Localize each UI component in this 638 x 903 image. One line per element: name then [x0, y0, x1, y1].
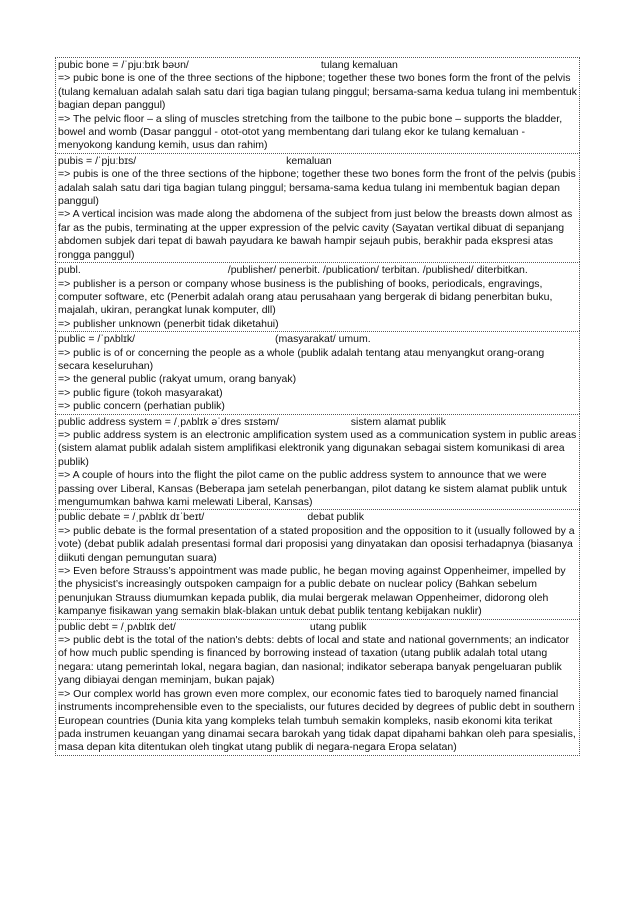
entry-translation: debat publik — [307, 511, 364, 524]
entry-headline — [58, 59, 577, 72]
entry-term: public debate = /ˌpʌblɪk dɪˈbeɪt/ — [58, 511, 205, 524]
entry-line: => pubic bone is one of the three sections of the hipbone; together these two bones form the front of the pelvis (tulang kemaluan adalah salah satu dari tiga bagian tulang pinggul; bersama-sama kedua tulang ini membentuk bagian depan panggul) — [58, 72, 577, 112]
entry-line: => public figure (tokoh masyarakat) — [58, 386, 223, 399]
entry-line: => Even before Strauss’s appointment was made public, he began moving against Oppenheimer, impelled by the physicist’s increasingly outspoken campaign for a public debate on nuclear policy (Bahkan sebelum penunjukan Strauss diumumkan kepada publik, dia mulai bergerak melawan Oppenheimer, didorong oleh kampanye fisikawan yang semakin blak-blakan untuk debat publik tentang kebijakan nuklir) — [58, 565, 566, 618]
entry-headline — [58, 621, 577, 634]
entry-line: => public concern (perhatian publik) — [58, 400, 225, 413]
entry-line: => public is of or concerning the people as a whole (publik adalah tentang atau menyangkut orang-orang secara keseluruhan) — [58, 346, 545, 372]
entry-headline — [58, 155, 577, 168]
dictionary-entry — [55, 262, 580, 331]
entry-term: pubic bone = /ˈpjuːbɪk bəʊn/ — [58, 59, 189, 71]
entry-line: => public debt is the total of the nation's debts: debts of local and state and national governments; an indicator of how much public spending is financed by borrowing instead of taxation (utang publik adalah total utang negara: utang pemerintah lokal, negara bagian, dan nasional; indikator seberapa banyak pengeluaran publik yang dibiayai dengan meminjam, bukan pajak) — [58, 634, 570, 687]
entry-line: => publisher is a person or company whose business is the publishing of books, periodicals, engravings, computer software, etc (Penerbit adalah orang atau perusahaan yang bergerak di bidang penerbitan buku, majalah, ukiran, perangkat lunak komputer, dll) — [58, 277, 553, 317]
entry-term: public = /ˈpʌblɪk/ — [58, 333, 135, 346]
entry-translation: kemaluan — [286, 154, 332, 167]
dictionary-entry — [55, 331, 580, 413]
dictionary-entry — [55, 509, 580, 618]
dictionary-entry — [55, 57, 580, 153]
entry-translation: (masyarakat/ umum. — [274, 333, 371, 346]
entry-term: pubis = /ˈpjuːbɪs/ — [58, 154, 137, 167]
entry-translation: /publisher/ penerbit. /publication/ terbitan. /published/ diterbitkan. — [227, 264, 528, 277]
dictionary-page — [55, 57, 580, 756]
entry-translation: tulang kemaluan — [320, 59, 398, 71]
entry-translation: sistem alamat publik — [350, 415, 446, 428]
dictionary-entry — [55, 619, 580, 756]
entry-line: => publisher unknown (penerbit tidak diketahui) — [58, 317, 279, 330]
entry-line: => A vertical incision was made along the abdomena of the subject from just below the breasts down almost as far as the pubis, terminating at the upper expression of the pelvic cavity (Sayatan vertikal dibuat di sepanjang abdomen subjek dari tepat di bawah payudara ke bawah hampir sejauh pubis, berakhir pada ekspresi atas rongga panggul) — [58, 208, 573, 261]
entry-headline — [58, 333, 577, 346]
entry-headline — [58, 511, 577, 524]
entry-line: => A couple of hours into the flight the pilot came on the public address system to announce that we were passing over Liberal, Kansas (Beberapa jam setelah penerbangan, pilot datang ke sistem alamat publik untuk mengumumkan bahwa kami melewati Liberal, Kansas) — [58, 469, 567, 508]
entry-term: publ. — [58, 264, 81, 277]
entry-translation: utang publik — [309, 620, 367, 633]
entry-line: => pubis is one of the three sections of the hipbone; together these two bones form the front of the pelvis (pubis adalah salah satu dari tiga bagian tulang pinggul; bersama-sama kedua tulang ini membentuk bagian depan panggul) — [58, 168, 576, 208]
dictionary-entry — [55, 414, 580, 510]
entry-line: => public debate is the formal presentation of a stated proposition and the opposition to it (usually followed by a vote) (debat publik adalah presentasi formal dari proposisi yang dinyatakan dan oposisi terhadapnya (biasanya diikuti dengan pemungutan suara) — [58, 524, 575, 564]
dictionary-entry — [55, 153, 580, 262]
entry-line: => Our complex world has grown even more complex, our economic fates tied to baroquely named financial instruments incomprehensible even to the specialists, our futures decided by degrees of public debt in southern European countries (Dunia kita yang kompleks telah tumbuh semakin kompleks, nasib ekonomi kita terikat pada instrumen keuangan yang dinamai secara barokah yang tidak dapat dipahami bahkan oleh para spesialis, masa depan kita ditentukan oleh tingkat utang publik di negara-negara Eropa selatan) — [58, 687, 576, 754]
entry-term: public address system = /ˌpʌblɪk əˈdres sɪstəm/ — [58, 415, 279, 428]
entry-line: => the general public (rakyat umum, orang banyak) — [58, 373, 297, 386]
entry-headline — [58, 264, 577, 277]
entry-headline — [58, 416, 577, 429]
entry-term: public debt = /ˌpʌblɪk det/ — [58, 620, 176, 633]
entry-line: => The pelvic floor – a sling of muscles stretching from the tailbone to the pubic bone – supports the bladder, bowel and womb (Dasar panggul - otot-otot yang membentang dari tulang ekor ke tulang kemaluan - menyokong kandung kemih, usus dan rahim) — [58, 112, 563, 152]
entry-line: => public address system is an electronic amplification system used as a communication system in public areas (sistem alamat publik adalah sistem amplifikasi elektronik yang digunakan sebagai sistem komunikasi di area publik) — [58, 428, 577, 468]
